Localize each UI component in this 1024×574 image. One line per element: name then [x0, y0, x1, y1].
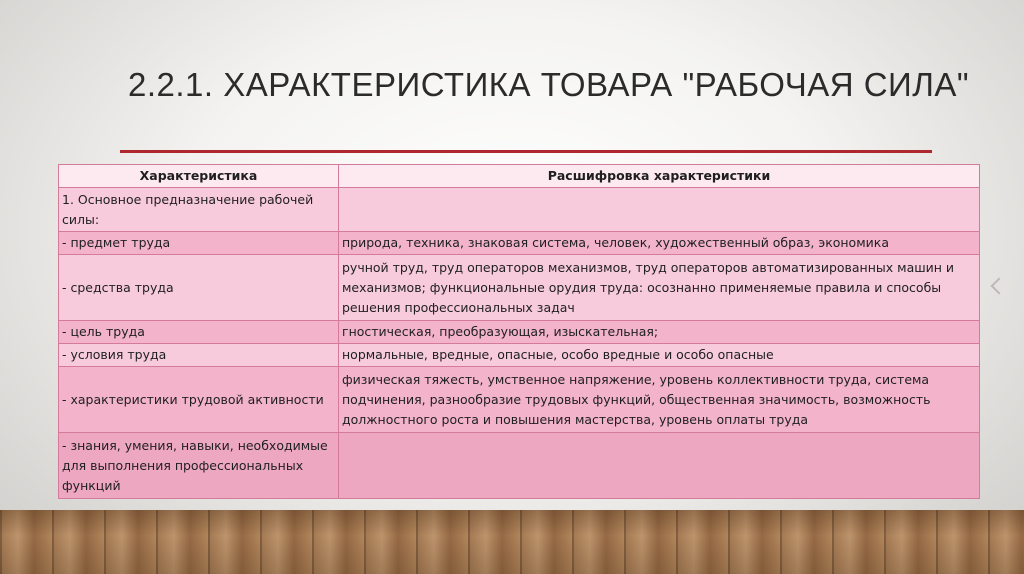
- row-description: [339, 188, 980, 232]
- row-characteristic: 1. Основное предназначение рабочей силы:: [59, 188, 339, 232]
- chevron-left-icon[interactable]: [991, 278, 1008, 295]
- row-characteristic: - предмет труда: [59, 232, 339, 255]
- row-description: [339, 433, 980, 499]
- header-characteristic: Характеристика: [59, 165, 339, 188]
- row-characteristic: - характеристики трудовой активности: [59, 367, 339, 433]
- characteristics-table: [58, 164, 980, 499]
- table-row: [59, 433, 980, 499]
- row-characteristic: - знания, умения, навыки, необходимые для выполнения профессиональных функций: [59, 433, 339, 499]
- table-row: [59, 255, 980, 321]
- table-row: [59, 188, 980, 232]
- row-description: ручной труд, труд операторов механизмов, труд операторов автоматизированных машин и механизмов; функциональные орудия труда: осознанно применяемые правила и способы решения профессиональных задач: [339, 255, 980, 321]
- title-underline: [120, 150, 932, 153]
- header-description: Расшифровка характеристики: [339, 165, 980, 188]
- row-characteristic: - цель труда: [59, 321, 339, 344]
- table-header-row: [59, 165, 980, 188]
- row-description: природа, техника, знаковая система, человек, художественный образ, экономика: [339, 232, 980, 255]
- row-description: физическая тяжесть, умственное напряжение, уровень коллективности труда, система подчинения, разнообразие трудовых функций, общественная значимость, возможность должностного роста и повышения мастерства, уровень оплаты труда: [339, 367, 980, 433]
- floor-shadow: [0, 510, 1024, 574]
- row-characteristic: - условия труда: [59, 344, 339, 367]
- table-row: [59, 367, 980, 433]
- slide-title: 2.2.1. ХАРАКТЕРИСТИКА ТОВАРА "РАБОЧАЯ СИЛА": [128, 66, 970, 103]
- row-description: нормальные, вредные, опасные, особо вредные и особо опасные: [339, 344, 980, 367]
- table-row: [59, 232, 980, 255]
- table-row: [59, 321, 980, 344]
- row-characteristic: - средства труда: [59, 255, 339, 321]
- row-description: гностическая, преобразующая, изыскательная;: [339, 321, 980, 344]
- table-row: [59, 344, 980, 367]
